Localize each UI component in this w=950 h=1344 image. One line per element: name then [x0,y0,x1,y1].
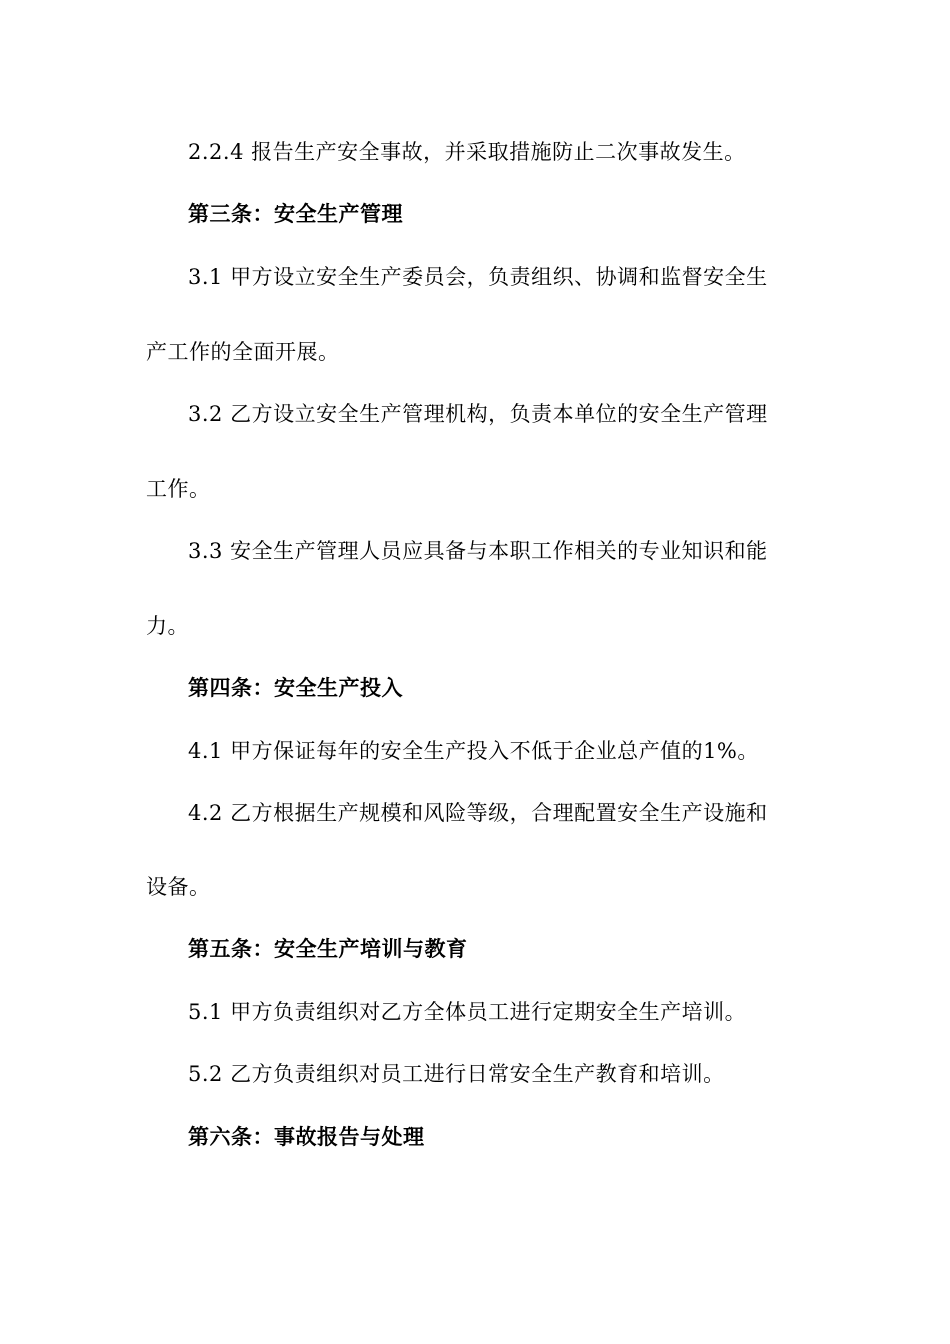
clause-3-1: 3.1 甲方设立安全生产委员会，负责组织、协调和监督安全生 [188,265,768,289]
clause-3-3-continued: 力。 [146,614,189,638]
section-heading-5: 第五条：安全生产培训与教育 [188,937,468,961]
clause-4-2: 4.2 乙方根据生产规模和风险等级，合理配置安全生产设施和 [188,801,768,825]
section-heading-6: 第六条：事故报告与处理 [188,1125,425,1149]
clause-4-1: 4.1 甲方保证每年的安全生产投入不低于企业总产值的1%。 [188,739,759,763]
clause-3-2-continued: 工作。 [146,477,211,501]
section-heading-3: 第三条：安全生产管理 [188,202,403,226]
clause-3-2: 3.2 乙方设立安全生产管理机构，负责本单位的安全生产管理 [188,402,768,426]
clause-4-2-continued: 设备。 [146,875,211,899]
section-heading-4: 第四条：安全生产投入 [188,676,403,700]
clause-3-3: 3.3 安全生产管理人员应具备与本职工作相关的专业知识和能 [188,539,768,563]
clause-5-1: 5.1 甲方负责组织对乙方全体员工进行定期安全生产培训。 [188,1000,747,1024]
clause-5-2: 5.2 乙方负责组织对员工进行日常安全生产教育和培训。 [188,1062,725,1086]
clause-2-2-4: 2.2.4 报告生产安全事故，并采取措施防止二次事故发生。 [188,140,746,164]
clause-3-1-continued: 产工作的全面开展。 [146,340,340,364]
